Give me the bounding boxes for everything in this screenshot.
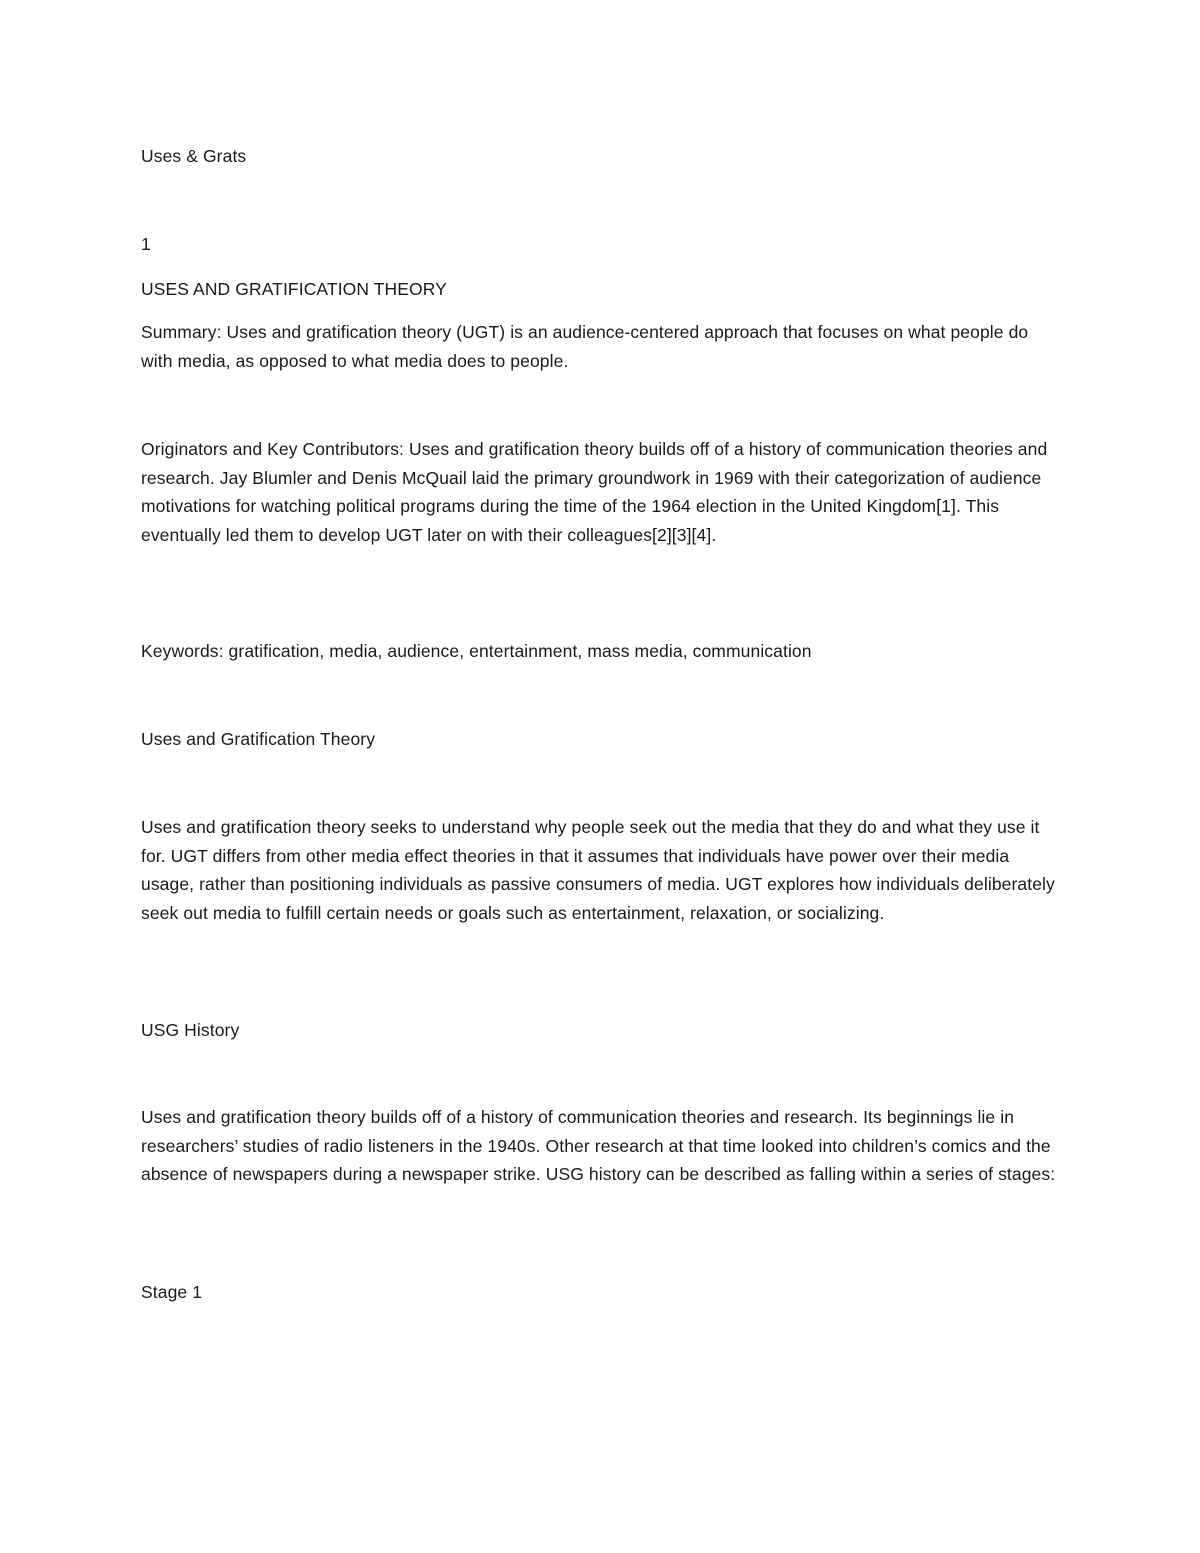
- section-heading-uses-gratification: Uses and Gratification Theory: [141, 729, 376, 749]
- page-number: 1: [141, 234, 151, 254]
- running-header: Uses & Grats: [141, 146, 247, 166]
- section-body-uses-gratification: Uses and gratification theory seeks to understand why people seek out the media that they do and what they use it for. UGT differs from other media effect theories in that it assumes that individuals have power over their media usage, rather than positioning individuals as passive consumers of media. UGT explores how individuals deliberately seek out media to fulfill certain needs or goals such as entertainment, relaxation, or socializing.: [141, 817, 1055, 923]
- summary-paragraph: Summary: Uses and gratification theory (UGT) is an audience-centered approach that focuses on what people do with media, as opposed to what media does to people.: [141, 322, 1029, 371]
- keywords-paragraph: Keywords: gratification, media, audience, entertainment, mass media, communication: [141, 641, 812, 661]
- stage-heading: Stage 1: [141, 1282, 203, 1302]
- section-heading-history: USG History: [141, 1020, 240, 1040]
- document-title: USES AND GRATIFICATION THEORY: [141, 279, 447, 299]
- originators-paragraph: Originators and Key Contributors: Uses and gratification theory builds off of a history of communication theories and research. Jay Blumler and Denis McQuail laid the primary groundwork in 1969 with their categorization of audience motivations for watching political programs during the time of the 1964 election in the United Kingdom[1]. This eventually led them to develop UGT later on with their colleagues[2][3][4].: [141, 439, 1048, 545]
- section-body-history: Uses and gratification theory builds off of a history of communication theories and research. Its beginnings lie in researchers’ studies of radio listeners in the 1940s. Other research at that time looked into children’s comics and the absence of newspapers during a newspaper strike. USG history can be described as falling within a series of stages:: [141, 1107, 1056, 1184]
